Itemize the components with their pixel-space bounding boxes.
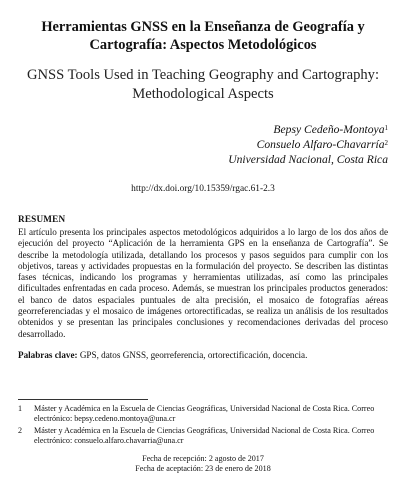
footnote-1-text: Máster y Académica en la Escuela de Ciencias Geográficas, Universidad Nacional de Costa Rica. Correo electrónico: bepsy.cedeno.montoya@una.cr xyxy=(34,403,375,423)
resumen-heading: RESUMEN xyxy=(18,214,66,224)
author-2 xyxy=(18,137,388,152)
author-2-name: Consuelo Alfaro-Chavarría xyxy=(256,138,385,151)
footnote-2-number: 2 xyxy=(18,425,23,435)
footnote-2-text: Máster y Académica en la Escuela de Ciencias Geográficas, Universidad Nacional de Costa Rica. Correo electrónico: consuelo.alfaro.chavarria@una.cr xyxy=(34,425,375,445)
author-2-footnote-mark: 2 xyxy=(384,139,388,147)
footnote-1-number: 1 xyxy=(18,403,23,413)
affiliation: Universidad Nacional, Costa Rica xyxy=(228,153,388,166)
abstract-text: El artículo presenta los principales aspectos metodológicos adquiridos a lo largo de los dos años de ejecución del proyecto “Aplicación de la herramienta GPS en la enseñanza de Cartografía”. Se describe la metodología utilizada, detallando los procesos y pasos seguidos para cumplir con los objetivos, tareas y actividades propuestas en la formulación del proyecto. Se describen las distintas fases técnicas, indicando los programas y herramientas utilizadas, así como las principales dificultades enfrentadas en cada proceso. Además, se muestran los principales productos generados: el banco de datos espaciales puntuales de alta precisión, el mosaico de fotografías aéreas georreferenciadas y el mosaico de imágenes ortorectificadas, se realiza un análisis de los resultados obtenidos y se presentan las principales conclusiones y recomendaciones derivadas del proceso desarrollado. xyxy=(18,227,388,339)
keywords-list: GPS, datos GNSS, georreferencia, ortorectificación, docencia. xyxy=(77,349,308,360)
author-1-name: Bepsy Cedeño-Montoya xyxy=(273,123,385,136)
title-spanish: Herramientas GNSS en la Enseñanza de Geografía y Cartografía: Aspectos Metodológicos xyxy=(41,19,365,53)
footnote-1 xyxy=(18,404,388,424)
keywords xyxy=(18,350,388,361)
footnote-2 xyxy=(18,426,388,446)
title-english: GNSS Tools Used in Teaching Geography and Cartography: Methodological Aspects xyxy=(26,67,380,102)
paper-first-page xyxy=(0,18,410,495)
footnote-divider xyxy=(18,399,148,400)
keywords-label: Palabras clave: xyxy=(18,349,78,360)
author-1 xyxy=(18,122,388,137)
footnotes xyxy=(18,404,388,446)
author-1-footnote-mark: 1 xyxy=(384,124,388,132)
dates-block xyxy=(18,454,388,474)
doi-link[interactable]: http://dx.doi.org/10.15359/rgac.61-2.3 xyxy=(131,184,275,194)
author-block xyxy=(18,122,388,167)
accepted-date: Fecha de aceptación: 23 de enero de 2018 xyxy=(135,463,271,473)
received-date: Fecha de recepción: 2 agosto de 2017 xyxy=(142,453,264,463)
